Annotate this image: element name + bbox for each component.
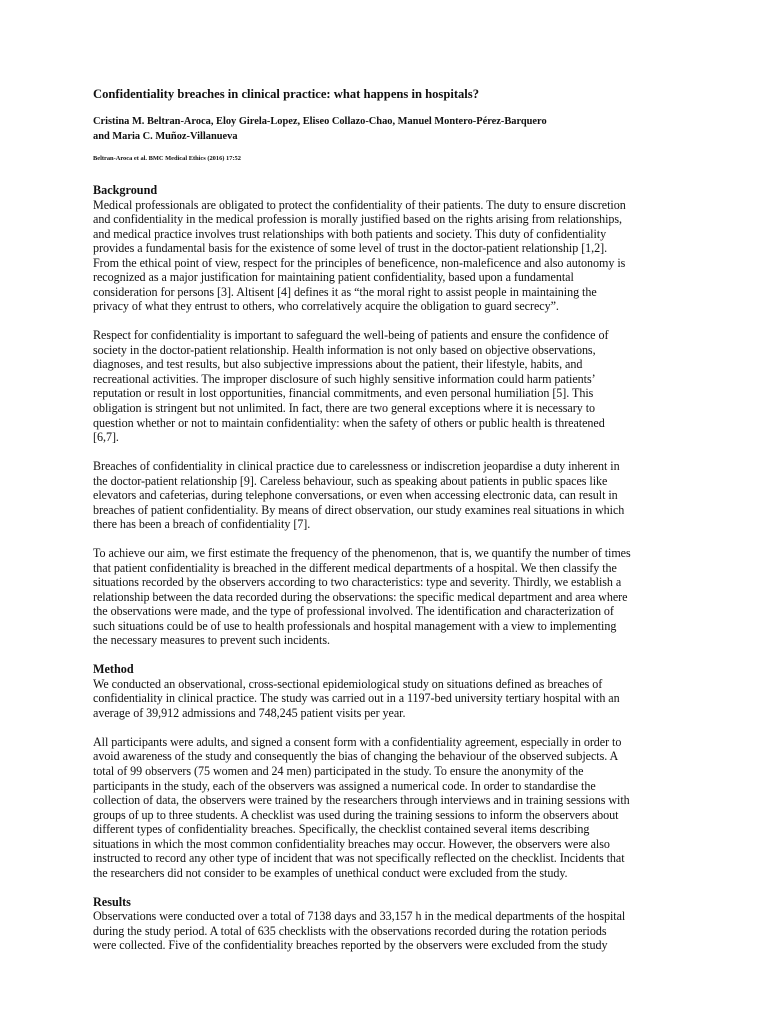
paragraph bbox=[93, 677, 673, 721]
text-line: the observations were made, and the type of professional involved. The identification and characterization of bbox=[93, 604, 614, 619]
text-line: that patient confidentiality is breached in the different medical departments of a hospital. We then classify the bbox=[93, 560, 617, 575]
document-page bbox=[93, 86, 673, 967]
text-line: [6,7]. bbox=[93, 430, 119, 445]
text-line: collection of data, the observers were trained by the researchers through interviews and in training sessions with bbox=[93, 793, 630, 808]
text-line: question whether or not to maintain confidentiality: when the safety of others or public health is threatened bbox=[93, 415, 605, 430]
citation-line: Beltran-Aroca et al. BMC Medical Ethics (2016) 17:52 bbox=[93, 155, 241, 162]
paragraph bbox=[93, 328, 673, 444]
section-heading: Method bbox=[93, 662, 134, 677]
paragraph bbox=[93, 735, 673, 880]
text-line: breaches of patient confidentiality. By means of direct observation, our study examines real situations in which bbox=[93, 502, 625, 517]
text-line: obligation is stringent but not unlimited. In fact, there are two general exceptions where it is necessary to bbox=[93, 401, 596, 415]
text-line: confidentiality in clinical practice. The study was carried out in a 1197-bed university tertiary hospital with an bbox=[93, 691, 620, 706]
text-line: recreational activities. The improper disclosure of such highly sensitive information could harm patients’ bbox=[93, 371, 596, 386]
text-line: recognized as a major justification for maintaining patient confidentiality, based upon a fundamental bbox=[93, 270, 574, 285]
section-heading: Background bbox=[93, 183, 158, 197]
text-line: elevators and cafeterias, during telephone conversations, or even when accessing electronic data, can result in bbox=[93, 488, 618, 503]
text-line: the researchers did not consider to be examples of unethical conduct were excluded from the study. bbox=[93, 865, 568, 880]
article-title: Confidentiality breaches in clinical practice: what happens in hospitals? bbox=[93, 87, 480, 101]
text-line: and medical practice involves trust relationships with both patients and society. This duty of confidentiality bbox=[93, 226, 607, 241]
text-line: To achieve our aim, we first estimate the frequency of the phenomenon, that is, we quantify the number of times bbox=[93, 546, 631, 561]
text-line: consideration for persons [3]. Altisent [4] defines it as “the moral right to assist people in maintaining the bbox=[93, 284, 597, 299]
paragraph bbox=[93, 909, 673, 953]
paragraph bbox=[93, 198, 673, 314]
text-line: situations in which the most common confidentiality breaches may occur. However, the observers were also bbox=[93, 836, 610, 851]
text-line: avoid awareness of the study and consequently the bias of changing the behaviour of the observed subjects. A bbox=[93, 749, 619, 764]
text-line: Observations were conducted over a total of 7138 days and 33,157 h in the medical departments of the hospital bbox=[93, 909, 626, 924]
text-line: We conducted an observational, cross-sectional epidemiological study on situations defined as breaches of bbox=[93, 676, 603, 691]
author-list bbox=[93, 114, 673, 144]
section-results bbox=[93, 895, 673, 953]
text-line: situations recorded by the observers according to two characteristics: type and severity. Thirdly, we establish a bbox=[93, 575, 622, 590]
text-line: provides a fundamental basis for the existence of some level of trust in the doctor-patient relationship [1,2]. bbox=[93, 241, 608, 256]
paragraph bbox=[93, 546, 673, 648]
article-body bbox=[93, 183, 673, 953]
text-line: average of 39,912 admissions and 748,245 patient visits per year. bbox=[93, 705, 406, 720]
text-line: the doctor-patient relationship [9]. Careless behaviour, such as speaking about patients in public spaces like bbox=[93, 473, 608, 488]
text-line: From the ethical point of view, respect for the principles of beneficence, non-maleficence and also autonomy is bbox=[93, 255, 626, 270]
text-line: there has been a breach of confidentiality [7]. bbox=[93, 517, 311, 532]
text-line: such situations could be of use to health professionals and hospital management with a view to implementing bbox=[93, 618, 617, 633]
text-line: during the study period. A total of 635 checklists with the observations recorded during the rotation periods bbox=[93, 923, 607, 938]
text-line: and confidentiality in the medical profession is morally justified based on the rights arising from relationships, bbox=[93, 212, 623, 227]
section-background bbox=[93, 183, 673, 648]
text-line: diagnoses, and test results, but also subjective impressions about the patient, their lifestyle, habits, and bbox=[93, 357, 583, 372]
text-line: Respect for confidentiality is important to safeguard the well-being of patients and ensure the confidence of bbox=[93, 328, 609, 343]
text-line: participants in the study, each of the observers was assigned a numerical code. In order to standardise the bbox=[93, 778, 596, 793]
text-line: groups of up to three students. A checklist was used during the training sessions to inform the observers about bbox=[93, 807, 619, 822]
section-method bbox=[93, 662, 673, 880]
paragraph bbox=[93, 459, 673, 532]
text-line: Medical professionals are obligated to protect the confidentiality of their patients. The duty to ensure discretion bbox=[93, 197, 626, 212]
text-line: reputation or result in lost opportunities, financial commitments, and even personal humiliation [5]. This bbox=[93, 386, 594, 401]
author-line: Cristina M. Beltran-Aroca, Eloy Girela-Lopez, Eliseo Collazo-Chao, Manuel Montero-Pérez-Barquero bbox=[93, 116, 547, 127]
section-heading: Results bbox=[93, 894, 131, 909]
text-line: society in the doctor-patient relationship. Health information is not only based on objective observations, bbox=[93, 342, 596, 357]
text-line: were collected. Five of the confidentiality breaches reported by the observers were excluded from the study bbox=[93, 938, 608, 953]
text-line: total of 99 observers (75 women and 24 men) participated in the study. To ensure the anonymity of the bbox=[93, 764, 584, 778]
author-line: and Maria C. Muñoz-Villanueva bbox=[93, 131, 238, 142]
text-line: All participants were adults, and signed a consent form with a confidentiality agreement, especially in order to bbox=[93, 734, 622, 749]
text-line: relationship between the data recorded during the observations: the specific medical department and area where bbox=[93, 589, 628, 604]
text-line: the necessary measures to prevent such incidents. bbox=[93, 633, 330, 648]
text-line: privacy of what they entrust to others, who correlatively acquire the obligation to guard secrecy”. bbox=[93, 299, 559, 314]
text-line: instructed to record any other type of incident that was not specifically reflected on the checklist. Incidents that bbox=[93, 851, 625, 866]
text-line: Breaches of confidentiality in clinical practice due to carelessness or indiscretion jeopardise a duty inherent in bbox=[93, 459, 620, 474]
text-line: different types of confidentiality breaches. Specifically, the checklist contained several items describing bbox=[93, 822, 590, 837]
